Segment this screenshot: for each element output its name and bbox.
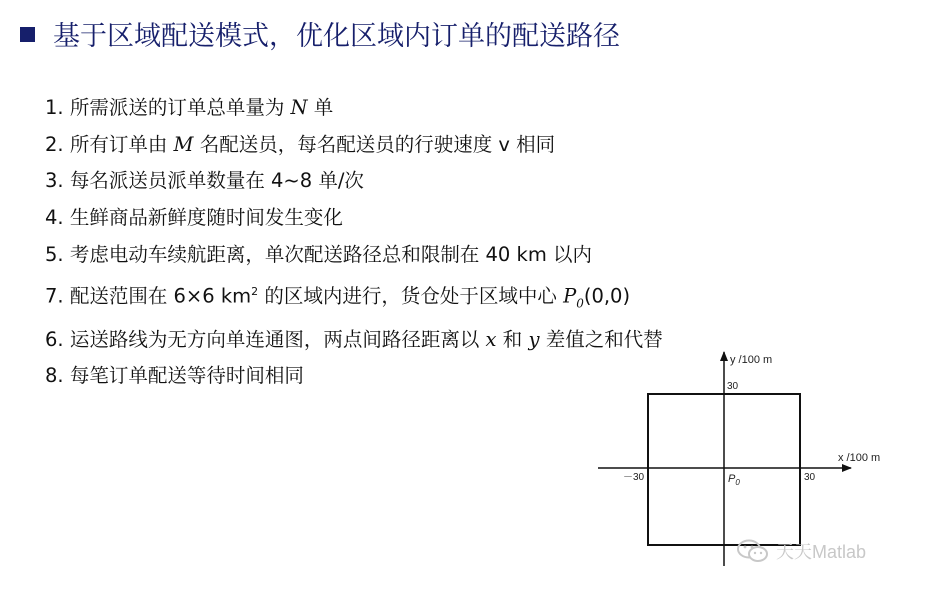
x-axis-label: x /100 m [838, 452, 881, 464]
requirement-item-8: 8. 每笔订单配送等待时间相同 [45, 364, 304, 388]
requirement-item-7: 7. 配送范围在 6×6 $km^2$ 的区域内进行，货仓处于区域中心 $P_0(0,0)$ [45, 284, 631, 310]
watermark-text: 天天Matlab [776, 542, 867, 562]
y-top-tick-label: 30 [727, 381, 739, 392]
x-left-tick-label: －30 [623, 472, 645, 483]
requirement-item-2: 2. 所有订单由 M 名配送员，每名配送员的行驶速度 v 相同 [45, 132, 556, 156]
y-axis-label: y /100 m [730, 354, 773, 366]
x-right-tick-label: 30 [804, 472, 816, 483]
requirement-item-6: 6. 运送路线为无方向单连通图，两点间路径距离以 x 和 y 差值之和代替 [45, 327, 663, 351]
wechat-icon [736, 538, 770, 564]
watermark [736, 538, 866, 564]
origin-label: $P_0$ [728, 473, 740, 487]
requirement-item-1: 1. 所需派送的订单总单量为 N 单 [45, 96, 334, 119]
title-text: 基于区域配送模式，优化区域内订单的配送路径 [53, 21, 620, 52]
requirement-item-5: 5. 考虑电动车续航距离，单次配送路径总和限制在 40 km 以内 [45, 242, 593, 266]
requirement-item-4: 4. 生鲜商品新鲜度随时间发生变化 [45, 206, 343, 230]
requirement-item-3: 3. 每名派送员派单数量在 4~8 单/次 [45, 169, 364, 193]
